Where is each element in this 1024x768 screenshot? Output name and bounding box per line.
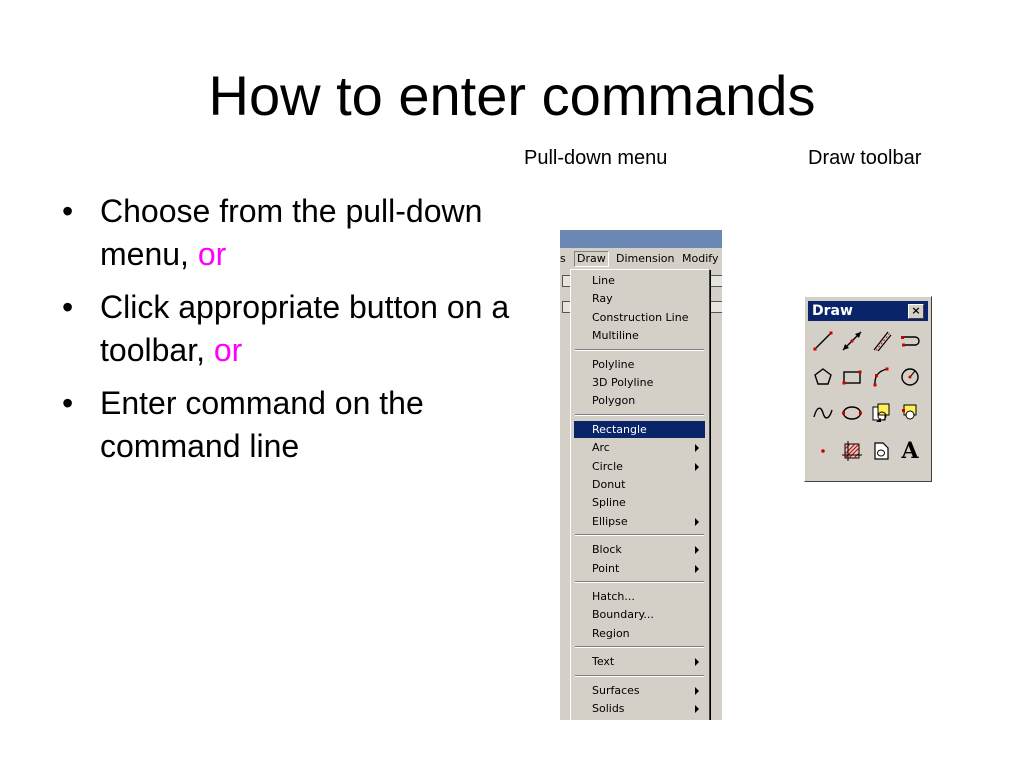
- menu-item-label: Rectangle: [592, 422, 647, 436]
- menu-item-construction-line[interactable]: [574, 309, 705, 326]
- menu-item-label: Text: [592, 655, 615, 669]
- submenu-arrow-icon: [695, 687, 699, 695]
- region-icon[interactable]: [868, 437, 894, 465]
- menu-item-surfaces[interactable]: [574, 682, 705, 699]
- menu-item-3d-polyline[interactable]: [574, 374, 705, 391]
- menubar-item-dimension[interactable]: Dimension: [616, 252, 675, 265]
- bullet-dot: •: [62, 193, 74, 229]
- submenu-arrow-icon: [695, 705, 699, 713]
- menu-item-label: Multiline: [592, 329, 639, 343]
- hatch-icon[interactable]: [839, 437, 865, 465]
- menu-item-boundary[interactable]: [574, 606, 705, 623]
- bullet-item: [62, 382, 532, 468]
- menu-item-donut[interactable]: [574, 476, 705, 493]
- menu-item-multiline[interactable]: [574, 327, 705, 344]
- construction-line-icon[interactable]: [839, 327, 865, 355]
- menu-item-ray[interactable]: [574, 290, 705, 307]
- menu-item-spline[interactable]: [574, 494, 705, 511]
- menu-item-line[interactable]: [574, 272, 705, 289]
- make-block-icon[interactable]: [897, 399, 923, 427]
- menu-item-label: Polygon: [592, 394, 636, 408]
- slide-title: How to enter commands: [208, 64, 816, 127]
- bullet-text: Enter command on the command line: [100, 385, 424, 464]
- menu-item-label: Surfaces: [592, 683, 640, 697]
- draw-toolbar: [804, 296, 932, 482]
- ellipse-icon[interactable]: [839, 399, 865, 427]
- menu-item-label: Boundary...: [592, 608, 654, 622]
- toolbar-title-bar[interactable]: [808, 301, 928, 321]
- caption-draw-toolbar: Draw toolbar: [808, 147, 922, 169]
- bullet-list: [62, 190, 532, 478]
- line-icon[interactable]: [810, 327, 836, 355]
- menu-item-circle[interactable]: [574, 458, 705, 475]
- menu-item-label: Polyline: [592, 357, 635, 371]
- menu-item-region[interactable]: [574, 625, 705, 642]
- polygon-icon[interactable]: [810, 363, 836, 391]
- bullet-text: Click appropriate button on a toolbar,: [100, 289, 510, 368]
- menu-item-polygon[interactable]: [574, 392, 705, 409]
- menu-item-label: Point: [592, 561, 620, 575]
- menubar-item-draw[interactable]: Draw: [574, 251, 609, 267]
- bullet-item: [62, 286, 532, 372]
- multiline-text-icon[interactable]: [897, 437, 923, 465]
- menu-separator: [575, 349, 704, 351]
- menu-item-label: Donut: [592, 478, 626, 491]
- menu-item-point[interactable]: [574, 560, 705, 577]
- menu-item-arc[interactable]: [574, 439, 705, 456]
- menu-item-rectangle[interactable]: [574, 421, 705, 438]
- rectangle-icon[interactable]: [839, 363, 865, 391]
- submenu-arrow-icon: [695, 546, 699, 554]
- bullet-text: Choose from the pull-down menu,: [100, 193, 483, 272]
- menu-item-label: Spline: [592, 496, 626, 510]
- menu-bar: [560, 248, 722, 269]
- insert-block-icon[interactable]: [868, 399, 894, 427]
- bullet-highlight: or: [197, 236, 227, 272]
- menu-item-label: Arc: [592, 441, 610, 455]
- menu-item-label: Block: [592, 543, 622, 557]
- menu-item-solids[interactable]: [574, 700, 705, 717]
- submenu-arrow-icon: [695, 463, 699, 471]
- bullet-highlight: or: [213, 332, 243, 368]
- submenu-arrow-icon: [695, 565, 699, 573]
- toolbar-title: Draw: [812, 303, 853, 319]
- draw-menu: [570, 269, 710, 720]
- menubar-item-partial[interactable]: s: [560, 252, 566, 265]
- circle-icon[interactable]: [897, 363, 923, 391]
- window-title-bar: [560, 230, 722, 248]
- bullet-dot: •: [62, 385, 74, 421]
- spline-icon[interactable]: [810, 399, 836, 427]
- menu-separator: [575, 581, 704, 583]
- submenu-arrow-icon: [695, 658, 699, 666]
- polyline-icon[interactable]: [897, 327, 923, 355]
- menubar-item-modify[interactable]: Modify: [682, 252, 719, 265]
- menu-item-label: 3D Polyline: [592, 376, 654, 389]
- menu-item-label: Construction Line: [592, 310, 689, 324]
- menu-item-label: Ray: [592, 292, 613, 306]
- menu-separator: [575, 646, 704, 648]
- close-icon[interactable]: ×: [908, 304, 924, 319]
- menu-item-label: Circle: [592, 459, 623, 473]
- point-icon[interactable]: [810, 437, 836, 465]
- menu-separator: [575, 414, 704, 416]
- submenu-arrow-icon: [695, 518, 699, 526]
- menu-separator: [575, 534, 704, 536]
- menu-item-label: Ellipse: [592, 514, 628, 528]
- menu-item-label: Line: [592, 274, 615, 287]
- menu-item-polyline[interactable]: [574, 356, 705, 373]
- toolbar-button-icon[interactable]: [710, 275, 722, 287]
- menu-item-label: Region: [592, 626, 630, 640]
- menu-item-label: Solids: [592, 702, 625, 715]
- arc-icon[interactable]: [868, 363, 894, 391]
- bullet-dot: •: [62, 289, 74, 325]
- bullet-item: [62, 190, 532, 276]
- menu-item-block[interactable]: [574, 541, 705, 558]
- menu-item-text[interactable]: [574, 653, 705, 670]
- multiline-icon[interactable]: [868, 327, 894, 355]
- menu-item-ellipse[interactable]: [574, 513, 705, 530]
- toolbar-button-icon[interactable]: [710, 301, 722, 313]
- pull-down-menu-screenshot: [560, 230, 722, 720]
- text-glyph: A: [901, 438, 919, 464]
- menu-item-hatch[interactable]: [574, 588, 705, 605]
- menu-separator: [575, 675, 704, 677]
- menu-item-label: Hatch...: [592, 590, 635, 603]
- submenu-arrow-icon: [695, 444, 699, 452]
- caption-pull-down-menu: Pull-down menu: [524, 147, 668, 169]
